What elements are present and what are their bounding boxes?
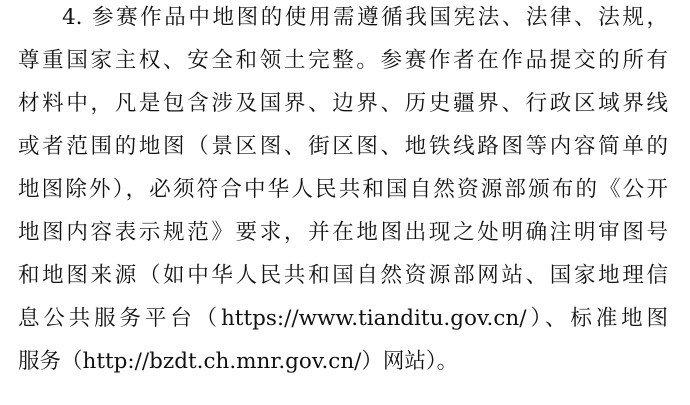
paragraph-line-3: 材料中，凡是包含涉及国界、边界、历史疆界、行政区域界线 — [18, 91, 668, 116]
paragraph-line-5: 地图除外），必须符合中华人民共和国自然资源部颁布的《公开 — [18, 177, 668, 202]
paragraph-line-2: 尊重国家主权、安全和领土完整。参赛作者在作品提交的所有 — [18, 48, 668, 73]
paragraph-line-6: 地图内容表示规范》要求，并在地图出现之处明确注明审图号 — [18, 220, 668, 245]
paragraph-line-8: 息公共服务平台（https://www.tianditu.gov.cn/）、标准地图 — [18, 306, 668, 331]
paragraph-line-4: 或者范围的地图（景区图、街区图、地铁线路图等内容简单的 — [18, 134, 668, 159]
paragraph-line-1: 4. 参赛作品中地图的使用需遵循我国宪法、法律、法规， — [62, 5, 668, 30]
paragraph-line-9: 服务（http://bzdt.ch.mnr.gov.cn/）网站）。 — [18, 349, 459, 374]
paragraph-line-7: 和地图来源（如中华人民共和国自然资源部网站、国家地理信 — [18, 263, 668, 288]
